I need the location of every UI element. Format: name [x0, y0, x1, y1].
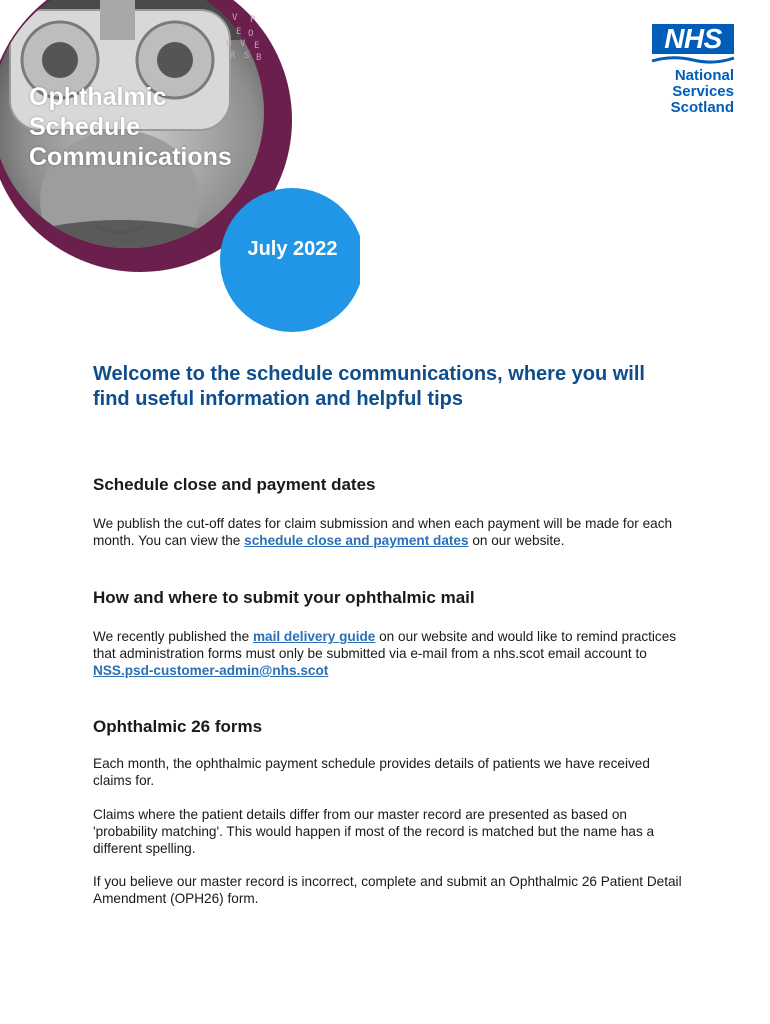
oph26-paragraph-3: If you believe our master record is incorrect, complete and submit an Ophthalmic 26 Patient Detail Amendment (OPH26) form.: [93, 874, 682, 906]
hero-title-line: Ophthalmic: [29, 83, 167, 111]
nhs-logo-mark: NHS: [652, 24, 734, 54]
nhs-logo: [650, 24, 742, 116]
section-heading-mail: How and where to submit your ophthalmic mail: [93, 588, 475, 607]
nhs-logo-text: [650, 68, 734, 116]
main-content: [93, 362, 683, 906]
oph26-paragraph-1: Each month, the ophthalmic payment schedule provides details of patients we have received claims for.: [93, 756, 650, 788]
oph26-paragraph-2: Claims where the patient details differ from our master record are presented as based on 'probability matching'. This would happen if most of the record is matched but the name has a different spelling.: [93, 807, 655, 856]
logo-line: Services: [672, 83, 734, 100]
svg-text:O: O: [226, 39, 232, 49]
mail-delivery-guide-link[interactable]: mail delivery guide: [252, 629, 376, 644]
svg-text:V: V: [240, 39, 246, 49]
svg-text:E: E: [236, 27, 242, 37]
hero-title-line: Schedule: [29, 113, 141, 141]
svg-text:E: E: [254, 41, 260, 51]
section-heading-oph26: Ophthalmic 26 forms: [93, 717, 263, 736]
payment-dates-paragraph: [93, 515, 683, 549]
intro-heading: Welcome to the schedule communications, where you will find useful information and helpful tips: [93, 363, 645, 410]
paragraph-text: We recently published the: [93, 629, 253, 644]
hero-title: [29, 82, 289, 172]
svg-text:S: S: [244, 51, 250, 61]
svg-text:B: B: [256, 53, 262, 63]
svg-text:R: R: [230, 51, 236, 61]
paragraph-text: on our website and would like to remind practices that administration forms must only be submitted via e-mail from a nhs.scot email account to: [93, 629, 677, 661]
hero-banner: [0, 0, 360, 340]
logo-wave-icon: [650, 55, 736, 65]
issue-date: July 2022: [247, 238, 338, 260]
paragraph-text: on our website.: [468, 533, 565, 548]
section-heading-payment-dates: Schedule close and payment dates: [93, 475, 376, 494]
logo-line: National: [674, 67, 734, 84]
svg-text:O: O: [248, 29, 254, 39]
mail-paragraph: [93, 628, 683, 679]
paragraph-text: We publish the cut-off dates for claim submission and when each payment will be made for each month. You can view the: [93, 516, 673, 548]
svg-text:V: V: [232, 13, 238, 23]
logo-line: Scotland: [670, 99, 734, 116]
svg-text:P: P: [250, 15, 256, 25]
customer-admin-email-link[interactable]: NSS.psd-customer-admin@nhs.scot: [93, 663, 329, 678]
schedule-dates-link[interactable]: schedule close and payment dates: [244, 533, 469, 548]
hero-title-line: Communications: [29, 143, 232, 171]
